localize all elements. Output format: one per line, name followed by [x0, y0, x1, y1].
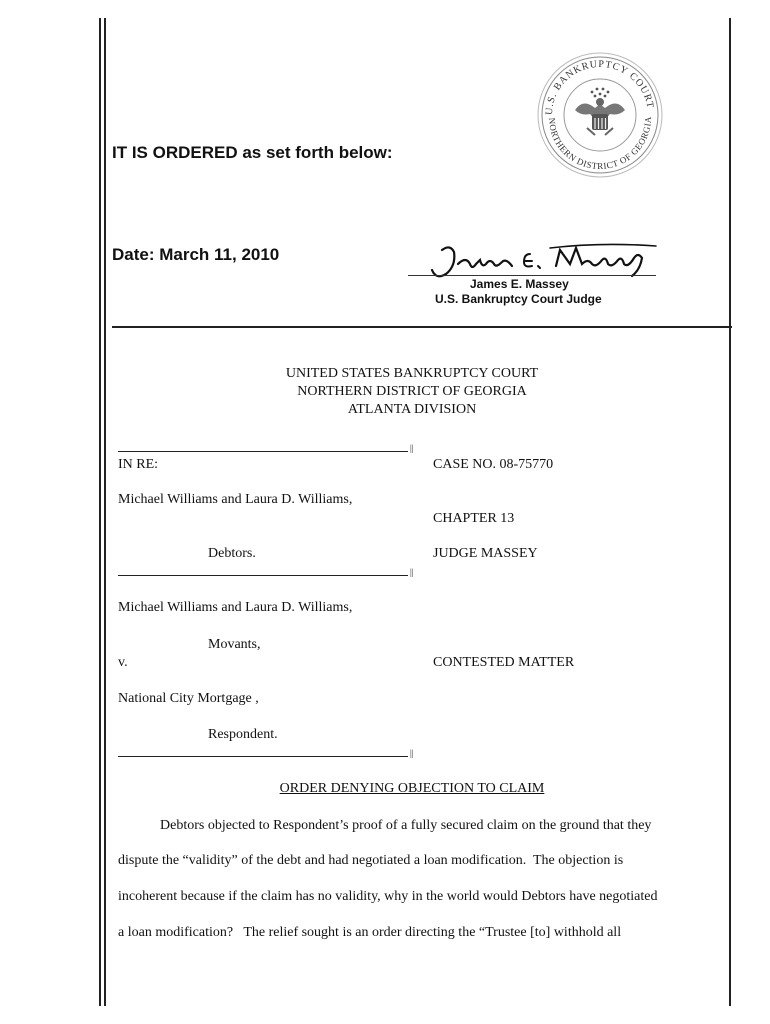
respondent-label: Respondent.	[208, 727, 278, 742]
left-margin-bar-inner	[104, 18, 106, 1006]
seal-top-text: U.S. BANKRUPTCY COURT	[543, 58, 656, 116]
left-margin-bar	[99, 18, 101, 1006]
versus-label: v.	[118, 655, 128, 670]
order-body-line: Debtors objected to Respondent’s proof of a fully secured claim on the ground that they	[160, 818, 652, 833]
header-divider	[112, 326, 732, 328]
movants-names: Michael Williams and Laura D. Williams,	[118, 600, 353, 615]
in-re-label: IN RE:	[118, 457, 159, 472]
respondent-name: National City Mortgage ,	[118, 691, 259, 706]
eagle-icon	[575, 98, 625, 135]
it-is-ordered-heading: IT IS ORDERED as set forth below:	[112, 143, 393, 162]
court-seal	[535, 40, 665, 180]
case-number: CASE NO. 08-75770	[433, 457, 554, 472]
debtors-label: Debtors.	[208, 546, 256, 561]
seal-bottom-text: NORTHERN DISTRICT OF GEORGIA	[546, 115, 654, 172]
chapter: CHAPTER 13	[433, 511, 515, 526]
contested-matter: CONTESTED MATTER	[433, 655, 575, 670]
order-date: Date: March 11, 2010	[112, 245, 280, 264]
caption-rule-tick: ||	[410, 567, 414, 577]
debtors-names: Michael Williams and Laura D. Williams,	[118, 492, 353, 507]
order-body-line: incoherent because if the claim has no validity, why in the world would Debtors have negotiated	[118, 889, 658, 904]
signature-line	[408, 275, 656, 276]
judge-title: U.S. Bankruptcy Court Judge	[435, 292, 602, 306]
caption-rule-tick: ||	[410, 443, 414, 453]
court-division: ATLANTA DIVISION	[347, 402, 477, 417]
court-name: UNITED STATES BANKRUPTCY COURT	[285, 366, 539, 381]
seal-stars	[591, 88, 610, 98]
judge-name: James E. Massey	[470, 277, 569, 291]
caption-rule-tick: ||	[410, 748, 414, 758]
movants-label: Movants,	[208, 637, 261, 652]
court-district: NORTHERN DISTRICT OF GEORGIA	[297, 384, 527, 399]
order-title: ORDER DENYING OBJECTION TO CLAIM	[279, 781, 545, 796]
right-margin-bar	[729, 18, 731, 1006]
caption-rule	[118, 451, 408, 452]
order-body-line: a loan modification? The relief sought is an order directing the “Trustee [to] withhold all	[118, 925, 622, 940]
order-body-line: dispute the “validity” of the debt and had negotiated a loan modification. The objection is	[118, 853, 624, 868]
caption-rule	[118, 756, 408, 757]
caption-rule	[118, 575, 408, 576]
judge-label: JUDGE MASSEY	[433, 546, 538, 561]
